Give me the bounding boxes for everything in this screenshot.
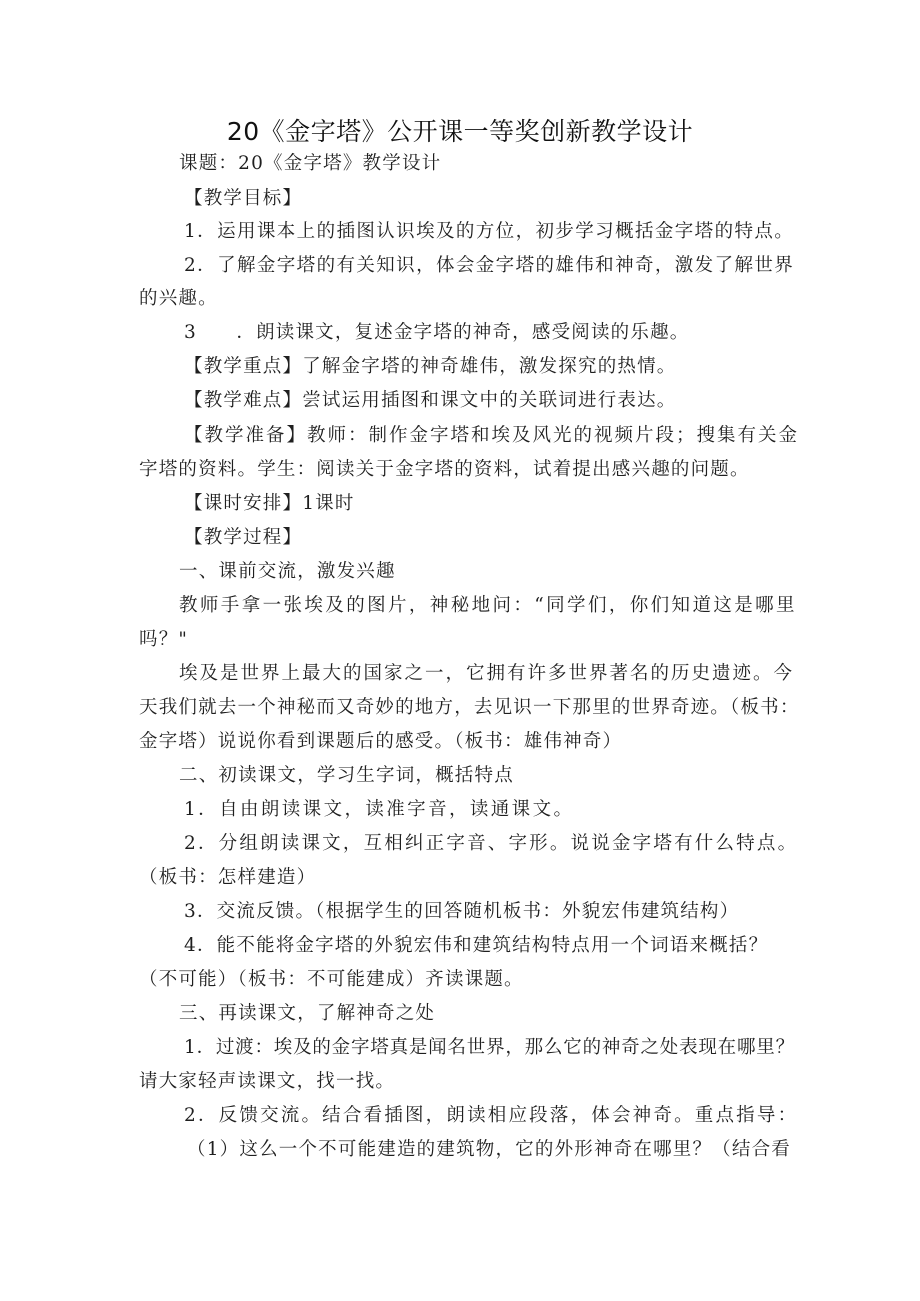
step-heading-1: 一、课前交流，激发兴趣	[179, 561, 396, 582]
section-heading-objectives: 【教学目标】	[184, 188, 303, 209]
paragraph-egypt-intro-line-2: 天我们就去一个神秘而又奇妙的地方，去见识一下那里的世界奇迹。（板书：	[139, 697, 800, 718]
preparation-line: 【教学准备】教师：制作金字塔和埃及风光的视频片段；搜集有关金	[184, 425, 800, 446]
paragraph-egypt-intro: 埃及是世界上最大的国家之一，它拥有许多世界著名的历史遗迹。今	[179, 663, 795, 684]
document-title: 20《金字塔》公开课一等奖创新教学设计	[226, 117, 694, 146]
step-2-item-2: 2．分组朗读课文，互相纠正字音、字形。说说金字塔有什么特点。	[184, 833, 799, 854]
objective-item-1: 1．运用课本上的插图认识埃及的方位，初步学习概括金字塔的特点。	[184, 221, 795, 242]
step-3-subitem-1: （1）这么一个不可能建造的建筑物，它的外形神奇在哪里？（结合看	[187, 1139, 791, 1160]
paragraph-teacher-question-continued: 吗？"	[139, 629, 189, 650]
step-3-item-2: 2．反馈交流。结合看插图，朗读相应段落，体会神奇。重点指导：	[184, 1105, 799, 1126]
section-heading-process: 【教学过程】	[184, 527, 303, 548]
step-heading-3: 三、再读课文，了解神奇之处	[179, 1003, 436, 1024]
preparation-line-continued: 字塔的资料。学生：阅读关于金字塔的资料，试着提出感兴趣的问题。	[139, 459, 750, 480]
schedule-line: 【课时安排】1课时	[184, 493, 355, 514]
key-points-line: 【教学重点】了解金字塔的神奇雄伟，激发探究的热情。	[184, 356, 677, 377]
objective-item-2: 2．了解金字塔的有关知识，体会金字塔的雄伟和神奇，激发了解世界	[184, 255, 795, 276]
paragraph-egypt-intro-line-3: 金字塔）说说你看到课题后的感受。（板书：雄伟神奇）	[139, 731, 623, 752]
step-heading-2: 二、初读课文，学习生字词，概括特点	[179, 765, 514, 786]
difficult-points-line: 【教学难点】尝试运用插图和课文中的关联词进行表达。	[184, 390, 677, 411]
objective-item-2-continued: 的兴趣。	[139, 288, 218, 309]
step-2-item-2-continued: （板书：怎样建造）	[139, 867, 317, 888]
lesson-topic-line: 课题：20《金字塔》教学设计	[179, 153, 442, 174]
step-3-item-1: 1．过渡：埃及的金字塔真是闻名世界，那么它的神奇之处表现在哪里？	[184, 1037, 795, 1058]
step-2-item-1: 1．自由朗读课文，读准字音，读通课文。	[184, 799, 575, 820]
step-2-item-4: 4．能不能将金字塔的外貌宏伟和建筑结构特点用一个词语来概括？	[184, 935, 769, 956]
step-2-item-4-continued: （不可能）（板书：不可能建成）齐读课题。	[139, 969, 524, 990]
objective-item-3: 3 ．朗读课文，复述金字塔的神奇，感受阅读的乐趣。	[184, 322, 690, 343]
paragraph-teacher-question: 教师手拿一张埃及的图片，神秘地问：“同学们，你们知道这是哪里	[179, 595, 797, 616]
step-3-item-1-continued: 请大家轻声读课文，找一找。	[139, 1071, 396, 1092]
step-2-item-3: 3．交流反馈。（根据学生的回答随机板书：外貌宏伟建筑结构）	[184, 901, 740, 922]
